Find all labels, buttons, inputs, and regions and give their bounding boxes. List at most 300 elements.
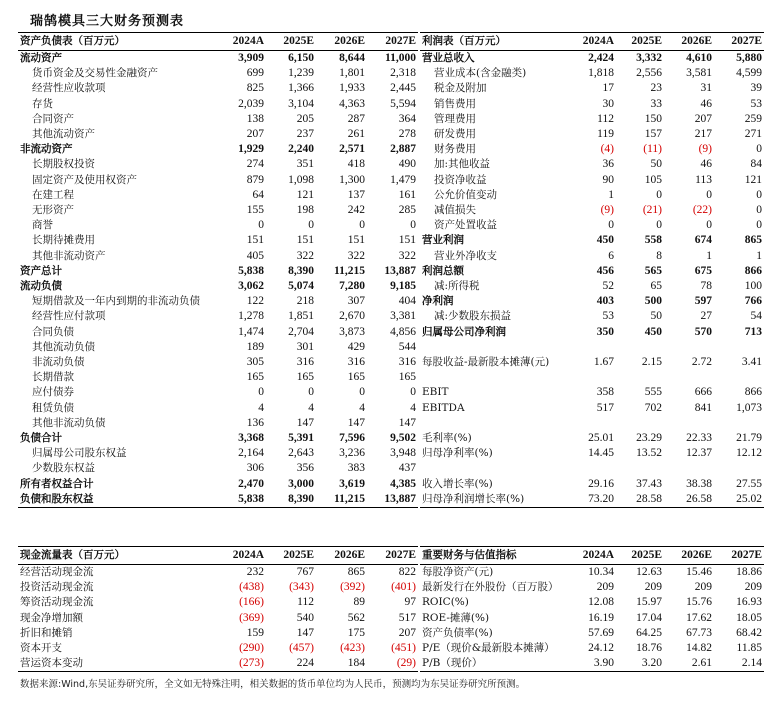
cell-value: 209	[694, 581, 712, 594]
cell-value: 3,909	[238, 52, 264, 64]
cell-value: 97	[404, 596, 416, 609]
cell-value: 12.63	[636, 566, 662, 578]
cell-value: 1,300	[339, 173, 365, 186]
cell-value: (369)	[239, 611, 264, 624]
cell-value: 64	[252, 188, 264, 201]
row-label: 资产负债率(%)	[422, 626, 493, 639]
cell-value: 136	[246, 416, 264, 429]
cell-value: 4	[258, 401, 264, 414]
cell-value: (423)	[340, 642, 365, 655]
cell-value: 1,929	[238, 143, 264, 156]
row-label: 税金及附加	[434, 82, 487, 95]
cell-value: 316	[398, 356, 416, 369]
cell-value: 358	[596, 386, 614, 399]
table-row	[420, 565, 764, 581]
cell-value: 2,670	[339, 310, 365, 323]
table-title: 资产负债表（百万元）	[18, 33, 214, 51]
table-row	[420, 142, 764, 157]
cell-value: 674	[694, 234, 712, 247]
column-header: 2027E	[367, 33, 418, 51]
cell-value: 4	[359, 401, 365, 414]
row-label: 营运资本变动	[18, 656, 214, 672]
cell-value: 702	[644, 401, 662, 414]
cell-value: 322	[296, 249, 314, 262]
cell-value: 4,363	[339, 97, 365, 110]
table-row	[420, 233, 764, 248]
cell-value: 137	[347, 188, 365, 201]
table-row	[18, 142, 418, 157]
cell-value: 89	[353, 596, 365, 609]
cell-value: 0	[756, 204, 762, 217]
cell-value: 0	[656, 219, 662, 232]
cell-value: 1	[608, 188, 614, 201]
row-label: 每股净资产(元)	[422, 566, 494, 578]
cell-value: 46	[700, 97, 712, 110]
cell-value: 3,873	[339, 325, 365, 338]
cell-value: 0	[410, 386, 416, 399]
cell-value: 2,039	[238, 97, 264, 110]
table-row	[18, 66, 418, 81]
table-row	[420, 51, 764, 67]
row-label: 毛利率(%)	[422, 432, 472, 445]
cell-value: 18.76	[636, 642, 662, 655]
column-header: 2025E	[266, 33, 316, 51]
column-header: 2024A	[570, 33, 616, 51]
cell-value: 0	[308, 219, 314, 232]
table-row	[420, 656, 764, 672]
cell-value: 2.61	[664, 656, 714, 672]
table-row	[420, 279, 764, 294]
cell-value: 4,856	[390, 325, 416, 338]
cell-value	[714, 416, 764, 431]
cell-value: 437	[398, 462, 416, 475]
row-label: EBITDA	[422, 401, 465, 414]
cell-value	[664, 416, 714, 431]
cell-value: 866	[744, 386, 762, 399]
table-row	[18, 595, 418, 610]
cell-value: 14.45	[588, 447, 614, 460]
row-label: 存货	[32, 97, 53, 110]
cell-value: 184	[316, 656, 367, 672]
row-label: 管理费用	[434, 112, 476, 125]
table-row	[420, 641, 764, 656]
row-label: 归属母公司净利润	[422, 325, 506, 338]
cell-value: 865	[744, 234, 762, 247]
cell-value	[664, 340, 714, 355]
row-label: 销售费用	[434, 97, 476, 110]
cash-flow-table	[18, 546, 418, 672]
column-header: 2026E	[316, 33, 367, 51]
cell-value: 0	[608, 219, 614, 232]
cell-value: 112	[597, 112, 614, 125]
row-label: 其他流动资产	[32, 128, 95, 141]
cell-value	[570, 416, 616, 431]
cell-value: 1,239	[288, 67, 314, 80]
cell-value: 17.62	[686, 611, 712, 624]
row-label: 负债和股东权益	[18, 492, 214, 508]
cell-value: 13,887	[384, 264, 416, 277]
table-title: 利润表（百万元）	[420, 33, 570, 51]
cell-value: 3,581	[686, 67, 712, 80]
cell-value: 50	[650, 310, 662, 323]
cell-value: 161	[398, 188, 416, 201]
cell-value: 540	[296, 611, 314, 624]
cell-value	[714, 340, 764, 355]
row-label: 现金净增加额	[20, 611, 83, 624]
cell-value: 165	[296, 371, 314, 384]
row-label: 其他非流动负债	[32, 416, 106, 429]
cell-value: 1	[706, 249, 712, 262]
table-row	[420, 401, 764, 416]
table-row	[18, 565, 418, 581]
row-label: 在建工程	[32, 188, 74, 201]
table-row	[420, 66, 764, 81]
table-row	[18, 157, 418, 172]
key-metrics-table	[420, 546, 764, 672]
table-row	[420, 249, 764, 264]
cell-value: 151	[347, 234, 365, 247]
cell-value: 16.93	[736, 596, 762, 609]
cell-value: 2.72	[691, 356, 712, 369]
cell-value: 25.02	[714, 492, 764, 508]
cell-value: 285	[398, 204, 416, 217]
cell-value	[570, 370, 616, 385]
cell-value: 3,000	[288, 477, 314, 490]
cell-value: 8,390	[288, 264, 314, 277]
cell-value: 29.16	[588, 477, 614, 490]
row-label: 租赁负债	[32, 401, 74, 414]
cell-value: (29)	[367, 656, 418, 672]
table-row	[420, 309, 764, 324]
cell-value: 5,880	[736, 52, 762, 64]
cell-value: 23.29	[636, 432, 662, 445]
cell-value: 151	[246, 234, 264, 247]
column-header: 2025E	[616, 33, 664, 51]
cell-value: 322	[347, 249, 365, 262]
cell-value: 46	[700, 158, 712, 171]
row-label: 其他非流动资产	[32, 249, 106, 262]
cell-value: 21.79	[736, 432, 762, 445]
table-row	[18, 173, 418, 188]
cell-value: 78	[700, 280, 712, 293]
cell-value: 23	[650, 82, 662, 95]
cell-value: 301	[296, 340, 314, 353]
cell-value: 3,332	[636, 52, 662, 64]
cell-value: (457)	[289, 642, 314, 655]
cell-value: 237	[296, 128, 314, 141]
row-label: 无形资产	[32, 204, 74, 217]
table-row	[420, 626, 764, 641]
row-label: 经营活动现金流	[20, 566, 94, 578]
cell-value: 305	[246, 356, 264, 369]
column-header: 2024A	[214, 33, 266, 51]
row-label: 资本开支	[20, 642, 62, 655]
cell-value: 0	[308, 386, 314, 399]
cell-value	[714, 461, 764, 476]
cell-value: 418	[347, 158, 365, 171]
cell-value: 224	[266, 656, 316, 672]
cell-value: 316	[296, 356, 314, 369]
table-row	[420, 81, 764, 96]
cell-value: 84	[750, 158, 762, 171]
cell-value: (22)	[692, 204, 712, 217]
cell-value: 2,556	[636, 67, 662, 80]
table-row	[420, 611, 764, 626]
cell-value: 217	[694, 128, 712, 141]
cell-value: 157	[644, 128, 662, 141]
cell-value: 31	[700, 82, 712, 95]
cell-value: 562	[347, 611, 365, 624]
cell-value: 165	[246, 371, 264, 384]
cell-value: 322	[398, 249, 416, 262]
row-label: 归属母公司股东权益	[32, 447, 127, 460]
cell-value: 15.76	[686, 596, 712, 609]
cell-value: 274	[246, 158, 264, 171]
cell-value: 6,150	[288, 52, 314, 64]
cell-value: 39	[750, 82, 762, 95]
cell-value: (290)	[239, 642, 264, 655]
table-row	[18, 309, 418, 324]
balance-sheet-table	[18, 32, 418, 508]
cell-value: 18.05	[736, 611, 762, 624]
cell-value: 122	[246, 295, 264, 308]
cell-value: 209	[744, 581, 762, 594]
row-label: 减:少数股东损益	[434, 310, 512, 323]
cell-value: (392)	[340, 581, 365, 594]
table-row	[420, 127, 764, 142]
cell-value: 15.97	[636, 596, 662, 609]
table-header-row	[18, 547, 418, 565]
cell-value: 5,074	[288, 280, 314, 293]
row-label: 收入增长率(%)	[422, 477, 493, 490]
cell-value: 4,385	[390, 477, 416, 490]
cell-value: 151	[398, 234, 416, 247]
cell-value: 4,599	[736, 67, 762, 80]
cell-value: 259	[744, 112, 762, 125]
cell-value: 490	[398, 158, 416, 171]
cell-value: 261	[347, 128, 365, 141]
table-row	[18, 188, 418, 203]
cell-value: 364	[398, 112, 416, 125]
cell-value: 278	[398, 128, 416, 141]
table-row	[420, 580, 764, 595]
cell-value: 1.67	[593, 356, 614, 369]
cell-value: 1,933	[339, 82, 365, 95]
cell-value: 147	[296, 416, 314, 429]
cell-value: 64.25	[636, 626, 662, 639]
row-label: 归母净利率(%)	[422, 447, 493, 460]
cell-value: 105	[644, 173, 662, 186]
cell-value: 159	[246, 626, 264, 639]
row-label	[420, 370, 570, 385]
table-row	[18, 370, 418, 385]
table-row	[18, 112, 418, 127]
row-label: 所有者权益合计	[20, 477, 94, 490]
row-label: 货币资金及交易性金融资产	[32, 67, 158, 80]
row-label	[420, 461, 570, 476]
row-label: 长期股权投资	[32, 158, 95, 171]
row-label: 营业外净收支	[434, 249, 497, 262]
cell-value: 1,474	[238, 325, 264, 338]
row-label: P/E（现价&最新股本摊薄）	[422, 642, 555, 655]
cell-value: 879	[246, 173, 264, 186]
cell-value: 287	[347, 112, 365, 125]
row-label: 归母净利润增长率(%)	[420, 492, 570, 508]
row-label	[420, 416, 570, 431]
cell-value: 597	[694, 295, 712, 308]
cell-value: 90	[602, 173, 614, 186]
cell-value: 15.46	[686, 566, 712, 578]
cell-value: 3,381	[390, 310, 416, 323]
cell-value: 404	[398, 295, 416, 308]
table-row	[420, 188, 764, 203]
cell-value: 10.34	[588, 566, 614, 578]
cell-value: 27.55	[736, 477, 762, 490]
cell-value: 22.33	[686, 432, 712, 445]
cell-value	[616, 416, 664, 431]
row-label: 折旧和摊销	[20, 626, 73, 639]
cell-value: 155	[246, 204, 264, 217]
column-header: 2027E	[714, 33, 764, 51]
cell-value: 68.42	[736, 626, 762, 639]
cell-value: 0	[258, 219, 264, 232]
cell-value: 1	[756, 249, 762, 262]
cell-value: 38.38	[686, 477, 712, 490]
cell-value: (9)	[600, 204, 614, 217]
cell-value	[616, 461, 664, 476]
cell-value: 8	[656, 249, 662, 262]
cell-value: 151	[296, 234, 314, 247]
table-row	[420, 370, 764, 385]
income-statement-table	[420, 32, 764, 508]
cell-value: (166)	[239, 596, 264, 609]
document-title: 瑞鹄模具三大财务预测表	[30, 14, 185, 29]
row-label: 财务费用	[434, 143, 476, 156]
cell-value: 2,470	[238, 477, 264, 490]
cell-value: 113	[695, 173, 712, 186]
row-label: 应付债券	[32, 386, 74, 399]
cell-value: 165	[398, 371, 416, 384]
cell-value: 0	[756, 188, 762, 201]
table-header-row	[18, 33, 418, 51]
cell-value: 1,366	[288, 82, 314, 95]
table-row	[420, 431, 764, 446]
row-label: 每股收益-最新股本摊薄(元)	[422, 356, 550, 369]
cell-value: 207	[694, 112, 712, 125]
row-label	[420, 340, 570, 355]
table-row	[18, 626, 418, 641]
table-title: 现金流量表（百万元）	[18, 547, 214, 565]
row-label: 资产总计	[20, 264, 62, 277]
row-label: 其他流动负债	[32, 340, 95, 353]
row-label: 流动资产	[20, 52, 62, 64]
cell-value: 5,838	[214, 492, 266, 508]
table-row	[18, 477, 418, 492]
cell-value: 218	[296, 295, 314, 308]
cell-value: 17.04	[636, 611, 662, 624]
column-header: 2027E	[367, 547, 418, 565]
cell-value: 12.12	[736, 447, 762, 460]
cell-value: 52	[602, 280, 614, 293]
cell-value: 12.37	[686, 447, 712, 460]
row-label: 营业成本(含金融类)	[434, 67, 527, 80]
table-row	[18, 81, 418, 96]
cell-value: 11,215	[316, 492, 367, 508]
cell-value: 5,594	[390, 97, 416, 110]
cell-value: 0	[706, 219, 712, 232]
cell-value: (401)	[391, 581, 416, 594]
cell-value: 175	[347, 626, 365, 639]
table-row	[18, 492, 418, 508]
cell-value: 1,479	[390, 173, 416, 186]
cell-value: 37.43	[636, 477, 662, 490]
cell-value: 57.69	[588, 626, 614, 639]
table-row	[18, 127, 418, 142]
cell-value	[714, 370, 764, 385]
cell-value: 3,368	[238, 432, 264, 445]
cell-value: 0	[359, 219, 365, 232]
cell-value: 209	[644, 581, 662, 594]
cell-value: 350	[596, 325, 614, 338]
table-row	[18, 218, 418, 233]
column-header: 2027E	[714, 547, 764, 565]
table-row	[18, 97, 418, 112]
cell-value: 0	[359, 386, 365, 399]
table-row	[18, 233, 418, 248]
cell-value: 405	[246, 249, 264, 262]
table-row	[18, 461, 418, 476]
cell-value: 18.86	[736, 566, 762, 578]
cell-value: 5,391	[288, 432, 314, 445]
row-label: 投资活动现金流	[20, 581, 94, 594]
table-row	[420, 97, 764, 112]
table-row	[18, 416, 418, 431]
column-header: 2026E	[664, 547, 714, 565]
cell-value: 0	[656, 188, 662, 201]
table-header-row	[420, 33, 764, 51]
cell-value: 766	[744, 295, 762, 308]
table-row	[420, 492, 764, 508]
table-row	[420, 264, 764, 279]
row-label: 资产处置收益	[434, 219, 497, 232]
cell-value: 500	[644, 295, 662, 308]
cell-value: 3,236	[339, 447, 365, 460]
table-row	[18, 264, 418, 279]
cell-value	[616, 340, 664, 355]
cell-value: 558	[644, 234, 662, 247]
table-row	[18, 641, 418, 656]
cell-value: 5,838	[238, 264, 264, 277]
cell-value: 2,424	[588, 52, 614, 64]
row-label: 公允价值变动	[434, 188, 497, 201]
cell-value: 306	[246, 462, 264, 475]
cell-value: 13.52	[636, 447, 662, 460]
table-row	[420, 416, 764, 431]
cell-value: 271	[744, 128, 762, 141]
cell-value: 11.85	[736, 642, 762, 655]
row-label: 营业利润	[422, 234, 464, 247]
table-row	[420, 294, 764, 309]
table-row	[420, 355, 764, 370]
cell-value: 67.73	[686, 626, 712, 639]
cell-value: 242	[347, 204, 365, 217]
row-label: 长期借款	[32, 371, 74, 384]
cell-value: 9,185	[390, 280, 416, 293]
cell-value: 2,887	[390, 143, 416, 156]
cell-value: 53	[750, 97, 762, 110]
column-header: 2024A	[214, 547, 266, 565]
cell-value: 450	[596, 234, 614, 247]
